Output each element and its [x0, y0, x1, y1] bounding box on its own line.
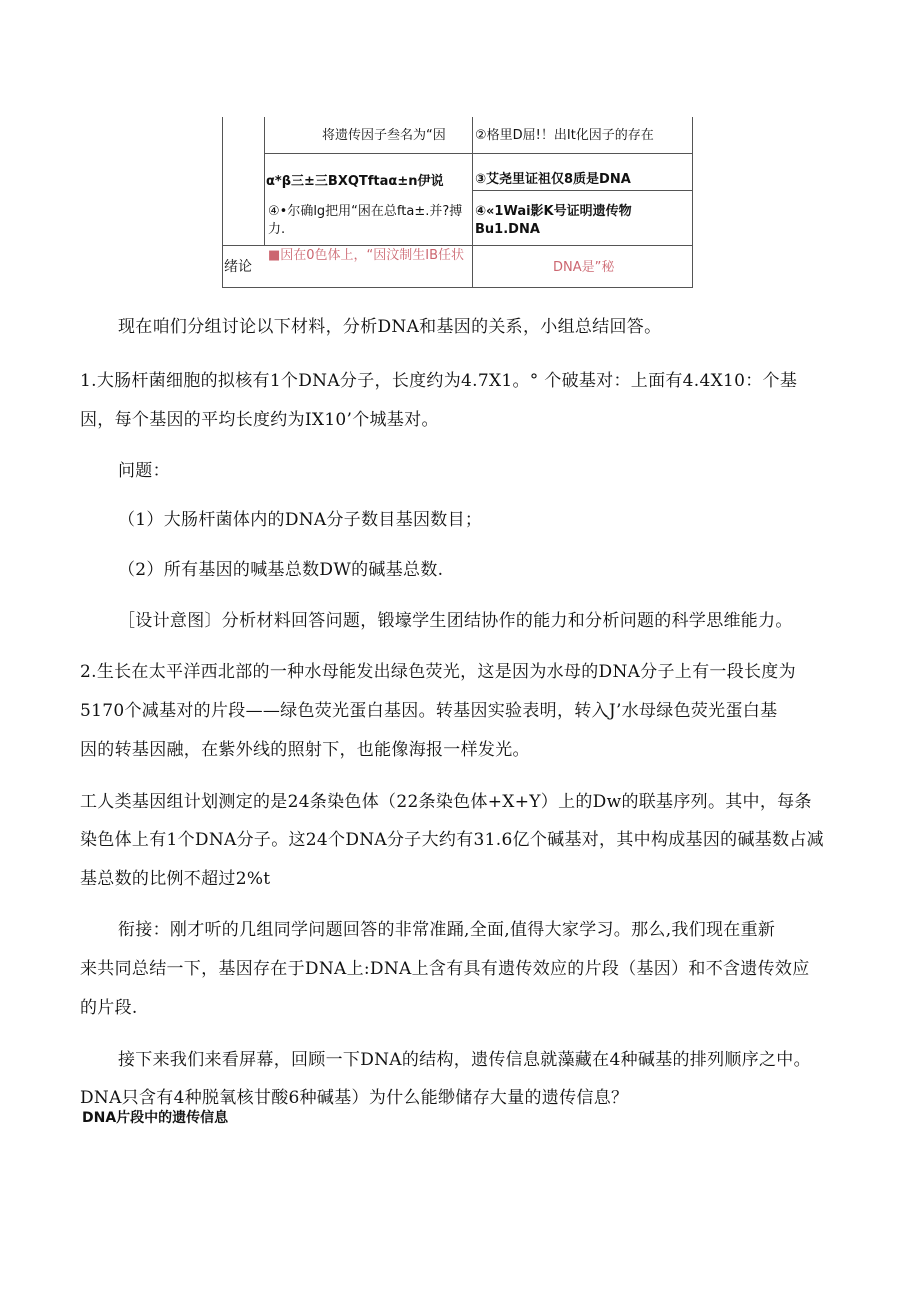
table-border — [472, 117, 473, 288]
table-border — [222, 287, 693, 288]
next-step-line: DNA只含有4种脱氧核甘酸6种碱基）为什么能缈储存大量的遗传信息？ — [80, 1088, 629, 1108]
question-2: （2）所有基因的喊基总数DW的碱基总数. — [118, 560, 444, 580]
table-cell: Bu1.DNA — [475, 222, 540, 237]
table-cell: ④•尔确lg把用“困在总ftа±.并?搏 — [268, 204, 463, 219]
material-2-line: 5170个减基对的片段——绿色荧光蛋白基因。转基因实验表明，转入J’水母绿色荧光蛋白基 — [80, 701, 778, 721]
table-cell: 将遗传因子叁名为“因 — [322, 128, 446, 143]
question-label: 问题： — [118, 461, 170, 481]
conclusion-label: 绪论 — [224, 259, 252, 275]
transition-line: 衔接：刚才听的几组同学问题回答的非常准踊,全面,值得大家学习。那么,我们现在重新 — [118, 920, 776, 940]
intro-paragraph: 现在咱们分组讨论以下材料，分析DNA和基因的关系，小组总结回答。 — [118, 317, 662, 337]
question-1: （1）大肠杆菌体内的DNA分子数目基因数目； — [118, 510, 483, 530]
material-3-line: 基总数的比例不超过2%t — [80, 869, 271, 889]
next-step-line: 接下来我们来看屏幕，回顾一下DNA的结构，遗传信息就藻藏在4种碱基的排列顺序之中。 — [118, 1050, 811, 1070]
material-1-line: 因，每个基因的平均长度约为IX10’个城基对。 — [80, 410, 439, 430]
transition-line: 的片段. — [80, 998, 138, 1018]
table-cell: ②格里D屈!！出It化因子的存在 — [475, 128, 654, 143]
design-intent: ［设计意图〕分析材料回答问题，锻壕学生团结协作的能力和分析问题的科学思维能力。 — [118, 611, 793, 631]
material-1-line: 1.大肠杆菌细胞的拟核有1个DNA分子，长度约为4.7X1。° 个破基对：上面有4.4X10：个基 — [80, 371, 798, 391]
table-border — [472, 190, 693, 191]
table-border — [264, 153, 693, 154]
table-border — [692, 117, 693, 288]
conclusion-left: ■因在0色体上，“因汶制生IB任状 — [268, 248, 465, 263]
table-cell: 力. — [268, 222, 286, 237]
conclusion-right: DNA是”秘 — [553, 260, 615, 275]
material-3-line: 工人类基因组计划测定的是24条染色体（22条染色体+X+Y）上的Dw的联基序列。其中，每条 — [80, 792, 812, 812]
transition-line: 来共同总结一下，基因存在于DNA上:DNA上含有具有遗传效应的片段（基因）和不含遗传效应 — [80, 959, 810, 979]
table-cell: ④«1Wai影K号证明遗传物 — [475, 204, 632, 219]
table-border — [264, 117, 265, 245]
material-3-line: 染色体上有1个DNA分子。这24个DNA分子大约有31.6亿个碱基对，其中构成基因的碱基数占减 — [80, 830, 824, 850]
history-table — [222, 117, 693, 288]
section-heading: DNA片段中的遗传信息 — [82, 1110, 229, 1126]
table-cell: ③艾尧里证祖仅8质是DNA — [475, 172, 631, 187]
material-2-line: 因的转基因融，在紫外线的照射下，也能像海报一样发光。 — [80, 740, 530, 760]
table-cell: α*β三±三BXQTftaα±n伊说 — [266, 174, 444, 189]
material-2-line: 2.生长在太平洋西北部的一种水母能发出绿色荧光，这是因为水母的DNA分子上有一段长度为 — [80, 662, 796, 682]
table-border — [222, 117, 223, 288]
